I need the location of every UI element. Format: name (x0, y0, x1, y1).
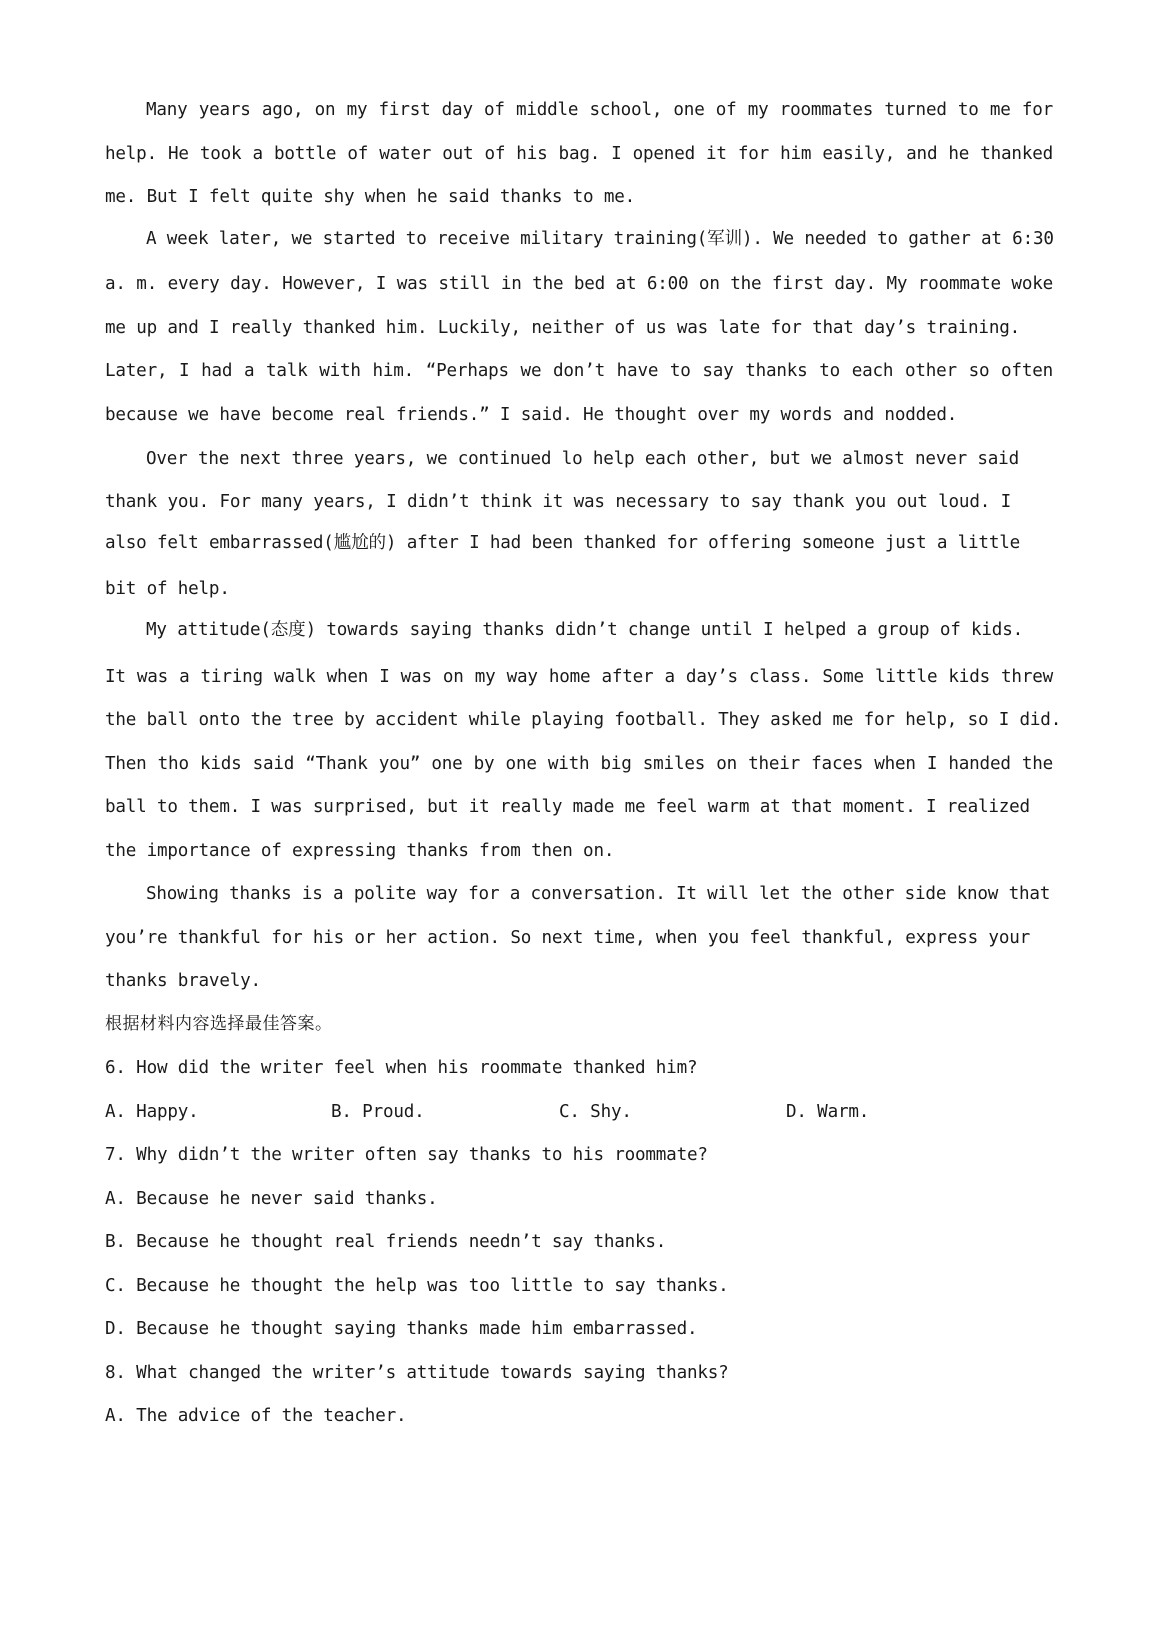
passage-line: also felt embarrassed(尴尬的) after I had been thanked for offering someone just a little (105, 533, 1020, 553)
question-7-option-a: A. Because he never said thanks. (105, 1189, 438, 1209)
question-6-stem: 6. How did the writer feel when his roommate thanked him? (105, 1058, 698, 1078)
passage-line: Many years ago, on my first day of middle school, one of my roommates turned to me for (146, 100, 1053, 120)
question-6-option-c: C. Shy. (559, 1102, 632, 1122)
question-6-option-b: B. Proud. (331, 1102, 425, 1122)
question-7-option-b: B. Because he thought real friends needn’t say thanks. (105, 1232, 667, 1252)
passage-line: My attitude(态度) towards saying thanks didn’t change until I helped a group of kids. (146, 620, 1023, 640)
passage-line: me up and I really thanked him. Luckily, neither of us was late for that day’s training. (105, 318, 1020, 338)
passage-line: thank you. For many years, I didn’t think it was necessary to say thank you out loud. I (105, 492, 1011, 512)
passage-line: thanks bravely. (105, 971, 261, 991)
passage-line: a. m. every day. However, I was still in the bed at 6:00 on the first day. My roommate woke (105, 274, 1053, 294)
question-7-option-c: C. Because he thought the help was too little to say thanks. (105, 1276, 729, 1296)
question-6-option-d: D. Warm. (786, 1102, 870, 1122)
question-8-stem: 8. What changed the writer’s attitude towards saying thanks? (105, 1363, 729, 1383)
question-8-option-a: A. The advice of the teacher. (105, 1406, 407, 1426)
passage-line: the ball onto the tree by accident while playing football. They asked me for help, so I did. (105, 710, 1062, 730)
passage-line: you’re thankful for his or her action. So next time, when you feel thankful, express your (105, 928, 1030, 948)
question-7-stem: 7. Why didn’t the writer often say thanks to his roommate? (105, 1145, 708, 1165)
passage-line: It was a tiring walk when I was on my way home after a day’s class. Some little kids threw (105, 667, 1053, 687)
passage-line: A week later, we started to receive military training(军训). We needed to gather at 6:30 (146, 229, 1054, 249)
passage-line: help. He took a bottle of water out of his bag. I opened it for him easily, and he thanked (105, 144, 1053, 164)
passage-line: bit of help. (105, 579, 230, 599)
instruction-text: 根据材料内容选择最佳答案。 (105, 1014, 333, 1034)
passage-line: Over the next three years, we continued lo help each other, but we almost never said (146, 449, 1019, 469)
passage-line: me. But I felt quite shy when he said thanks to me. (105, 187, 636, 207)
passage-line: Showing thanks is a polite way for a conversation. It will let the other side know that (146, 884, 1051, 904)
passage-line: Later, I had a talk with him. “Perhaps we don’t have to say thanks to each other so often (105, 361, 1053, 381)
passage-line: the importance of expressing thanks from then on. (105, 841, 615, 861)
question-6-option-a: A. Happy. (105, 1102, 199, 1122)
passage-line: ball to them. I was surprised, but it really made me feel warm at that moment. I realized (105, 797, 1030, 817)
passage-line: Then tho kids said “Thank you” one by one with big smiles on their faces when I handed the (105, 754, 1053, 774)
question-7-option-d: D. Because he thought saying thanks made him embarrassed. (105, 1319, 698, 1339)
passage-line: because we have become real friends.” I said. He thought over my words and nodded. (105, 405, 958, 425)
